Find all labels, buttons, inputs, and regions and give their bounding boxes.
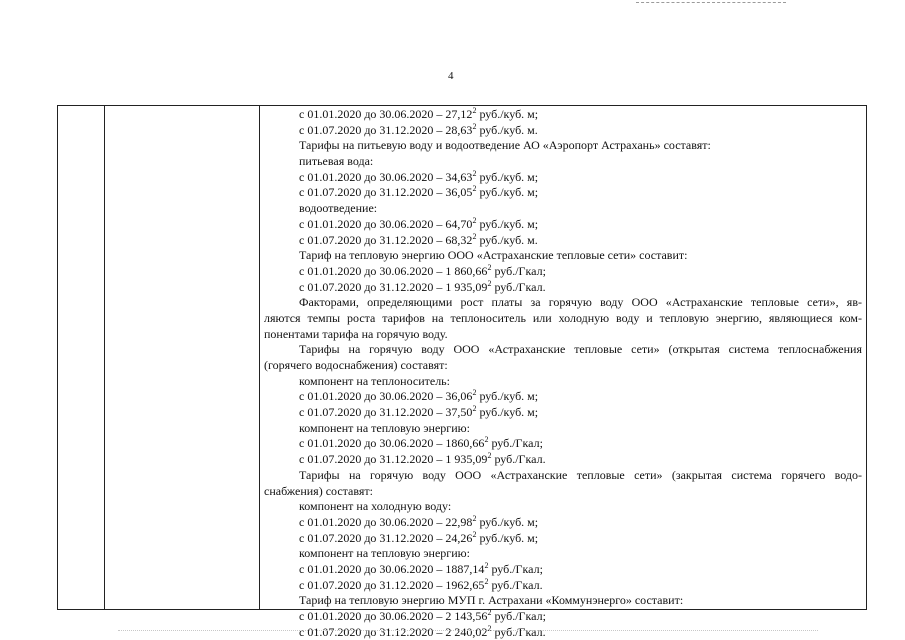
text-line-unit: руб./куб. м; bbox=[476, 169, 539, 184]
text-line-unit: руб./Гкал; bbox=[491, 263, 546, 278]
text-line bbox=[264, 484, 862, 500]
text-line bbox=[264, 452, 862, 468]
page-number: 4 bbox=[448, 70, 454, 82]
text-line bbox=[264, 327, 862, 343]
text-line bbox=[264, 185, 862, 201]
footnote-marker: 2 bbox=[487, 278, 492, 288]
text-line-main: с 01.01.2020 до 30.06.2020 – 2 143,56 bbox=[299, 609, 488, 623]
text-line bbox=[264, 593, 862, 609]
text-line-main: компонент на холодную воду: bbox=[299, 499, 452, 514]
footnote-marker: 2 bbox=[472, 404, 477, 414]
text-line-main: компонент на теплоноситель: bbox=[299, 373, 450, 388]
text-line bbox=[264, 107, 862, 123]
text-line-main: с 01.01.2020 до 30.06.2020 – 27,12 bbox=[299, 107, 473, 121]
text-line-unit: руб./куб. м. bbox=[476, 232, 538, 247]
text-line-main: с 01.07.2020 до 31.12.2020 – 1 935,09 bbox=[299, 279, 488, 294]
text-line-main: с 01.01.2020 до 30.06.2020 – 1887,14 bbox=[299, 561, 485, 576]
footnote-marker: 2 bbox=[472, 529, 477, 539]
text-line bbox=[264, 468, 862, 484]
text-line bbox=[264, 154, 862, 170]
text-line-main: Факторами, определяющими рост платы за горячую воду ООО «Астраханские тепловые сети», яв- bbox=[299, 295, 862, 310]
footnote-marker: 2 bbox=[487, 623, 492, 633]
text-line-unit: руб./куб. м; bbox=[476, 216, 539, 231]
text-line-main: с 01.07.2020 до 31.12.2020 – 1962,65 bbox=[299, 577, 485, 592]
text-line bbox=[264, 264, 862, 280]
text-line-main: Тарифы на горячую воду ООО «Астраханские тепловые сети» (открытая система теплоснабжения bbox=[299, 342, 862, 357]
text-line-unit: руб./Гкал. bbox=[491, 279, 546, 294]
text-line-main: с 01.07.2020 до 31.12.2020 – 2 240,02 bbox=[299, 624, 488, 639]
text-line-main: компонент на тепловую энергию: bbox=[299, 546, 470, 561]
footnote-marker: 2 bbox=[472, 106, 477, 115]
text-line-unit: руб./куб. м; bbox=[476, 107, 539, 121]
text-line bbox=[264, 123, 862, 139]
text-line bbox=[264, 170, 862, 186]
text-line-unit: руб./Гкал. bbox=[491, 624, 546, 639]
text-line bbox=[264, 515, 862, 531]
footnote-marker: 2 bbox=[487, 262, 492, 272]
text-line bbox=[264, 531, 862, 547]
text-line-main: (горячего водоснабжения) составят: bbox=[264, 358, 448, 372]
text-line-unit: руб./Гкал. bbox=[491, 452, 546, 467]
text-line-unit: руб./куб. м; bbox=[476, 405, 539, 420]
text-line-main: понентами тарифа на горячую воду. bbox=[264, 326, 448, 341]
text-line bbox=[264, 217, 862, 233]
footnote-marker: 2 bbox=[472, 168, 477, 178]
text-line-main: Тарифы на питьевую воду и водоотведение АО «Аэропорт Астрахань» составят: bbox=[299, 138, 711, 153]
text-line-main: с 01.01.2020 до 30.06.2020 – 22,98 bbox=[299, 514, 473, 529]
text-line-unit: руб./Гкал; bbox=[491, 609, 546, 623]
document-table bbox=[57, 105, 867, 639]
text-line-main: снабжения) составят: bbox=[264, 483, 373, 498]
footnote-marker: 2 bbox=[472, 184, 477, 194]
text-line bbox=[264, 201, 862, 217]
text-line-unit: руб./куб. м; bbox=[476, 530, 539, 545]
text-line bbox=[264, 295, 862, 311]
text-line-main: питьевая вода: bbox=[299, 154, 374, 169]
footnote-marker: 2 bbox=[484, 435, 489, 445]
footnote-marker: 2 bbox=[472, 231, 477, 241]
text-line bbox=[264, 280, 862, 296]
text-line-main: с 01.01.2020 до 30.06.2020 – 1860,66 bbox=[299, 436, 485, 451]
text-line bbox=[264, 625, 862, 640]
text-line bbox=[264, 342, 862, 358]
text-line bbox=[264, 248, 862, 264]
text-line bbox=[264, 421, 862, 437]
text-line-main: с 01.07.2020 до 31.12.2020 – 37,50 bbox=[299, 405, 473, 420]
text-line bbox=[264, 233, 862, 249]
text-line-main: с 01.01.2020 до 30.06.2020 – 34,63 bbox=[299, 169, 473, 184]
text-line bbox=[264, 609, 862, 625]
footnote-marker: 2 bbox=[472, 388, 477, 398]
text-line-unit: руб./куб. м; bbox=[476, 389, 539, 404]
text-line-unit: руб./Гкал; bbox=[488, 436, 543, 451]
text-line-main: с 01.01.2020 до 30.06.2020 – 64,70 bbox=[299, 216, 473, 231]
footnote-marker: 2 bbox=[472, 121, 477, 131]
scan-artifact-dots bbox=[118, 630, 818, 632]
text-line-unit: руб./куб. м; bbox=[476, 514, 539, 529]
text-line bbox=[264, 374, 862, 390]
text-line bbox=[264, 311, 862, 327]
text-line-main: с 01.01.2020 до 30.06.2020 – 1 860,66 bbox=[299, 263, 488, 278]
text-line bbox=[264, 436, 862, 452]
text-line bbox=[264, 389, 862, 405]
text-line bbox=[264, 499, 862, 515]
text-line-main: с 01.07.2020 до 31.12.2020 – 28,63 bbox=[299, 122, 473, 137]
footnote-marker: 2 bbox=[472, 513, 477, 523]
text-line-unit: руб./куб. м; bbox=[476, 185, 539, 200]
text-line-unit: руб./Гкал; bbox=[488, 561, 543, 576]
footnote-marker: 2 bbox=[487, 608, 492, 617]
footnote-marker: 2 bbox=[484, 576, 489, 586]
text-line-main: Тарифы на горячую воду ООО «Астраханские тепловые сети» (закрытая система горячего водо- bbox=[299, 467, 862, 482]
column-divider-1 bbox=[104, 106, 105, 609]
text-line-unit: руб./куб. м. bbox=[476, 122, 538, 137]
text-line-main: с 01.07.2020 до 31.12.2020 – 24,26 bbox=[299, 530, 473, 545]
text-line-main: водоотведение: bbox=[299, 201, 378, 216]
text-line-unit: руб./Гкал. bbox=[488, 577, 543, 592]
text-line bbox=[264, 138, 862, 154]
text-line-main: Тариф на тепловую энергию ООО «Астраханские тепловые сети» составит: bbox=[299, 248, 688, 263]
text-line-main: с 01.07.2020 до 31.12.2020 – 68,32 bbox=[299, 232, 473, 247]
text-line bbox=[264, 546, 862, 562]
table-cell-text bbox=[264, 107, 862, 640]
text-line-main: с 01.07.2020 до 31.12.2020 – 1 935,09 bbox=[299, 452, 488, 467]
scan-artifact-line bbox=[636, 2, 786, 4]
text-line-main: компонент на тепловую энергию: bbox=[299, 420, 470, 435]
text-line bbox=[264, 562, 862, 578]
text-line-main: с 01.01.2020 до 30.06.2020 – 36,06 bbox=[299, 389, 473, 404]
text-line bbox=[264, 578, 862, 594]
footnote-marker: 2 bbox=[484, 560, 489, 570]
column-divider-2 bbox=[259, 106, 260, 609]
text-line-main: ляются темпы роста тарифов на теплоноситель или холодную воду и тепловую энергию, являющиеся ком- bbox=[264, 310, 862, 325]
footnote-marker: 2 bbox=[487, 451, 492, 461]
text-line-main: с 01.07.2020 до 31.12.2020 – 36,05 bbox=[299, 185, 473, 200]
text-line-main: Тариф на тепловую энергию МУП г. Астрахани «Коммунэнерго» составит: bbox=[299, 593, 684, 608]
footnote-marker: 2 bbox=[472, 215, 477, 225]
text-line bbox=[264, 405, 862, 421]
text-line bbox=[264, 358, 862, 374]
